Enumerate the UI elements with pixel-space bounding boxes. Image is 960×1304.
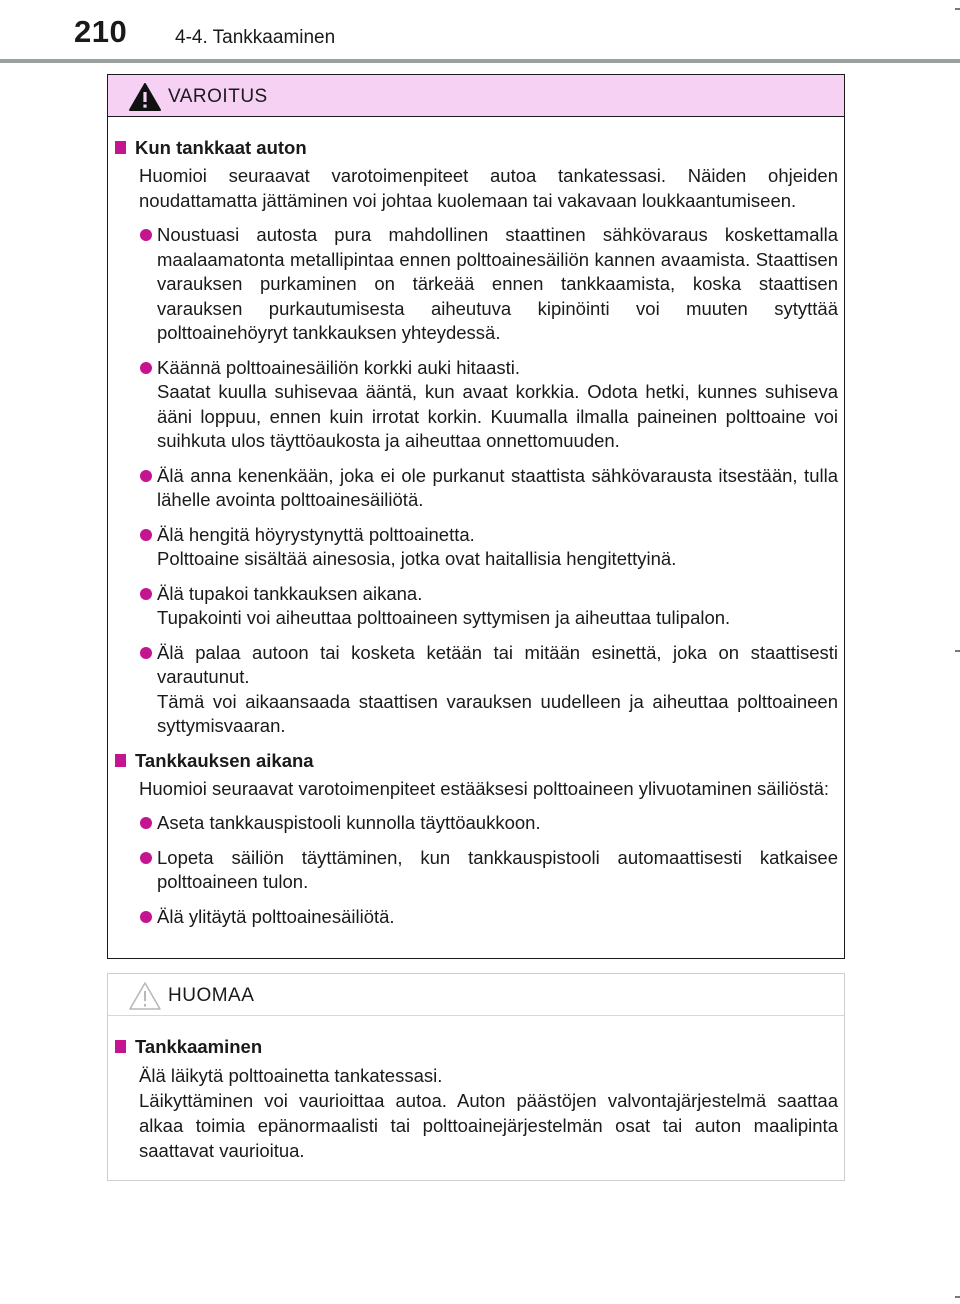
crop-mark bbox=[955, 650, 960, 652]
caution-outline-triangle-icon bbox=[128, 981, 162, 1011]
warning-box bbox=[107, 74, 845, 959]
notice-text bbox=[115, 1063, 838, 1163]
notice-line: Älä läikytä polttoainetta tankatessasi. bbox=[139, 1065, 443, 1086]
page-number: 210 bbox=[74, 14, 128, 49]
bullet-text: Aseta tankkauspistooli kunnolla täyttöaukkoon. bbox=[157, 812, 541, 833]
warning-bullet-item bbox=[115, 464, 838, 513]
warning-subheading: Kun tankkaat auton bbox=[115, 136, 838, 159]
warning-intro: Huomioi seuraavat varotoimenpiteet estääksesi polttoaineen ylivuotaminen säiliöstä: bbox=[139, 777, 830, 799]
warning-bullet-item bbox=[115, 905, 838, 930]
warning-subheading: Tankkauksen aikana bbox=[115, 749, 838, 772]
header-rule bbox=[0, 59, 960, 63]
page-header bbox=[0, 0, 960, 62]
square-bullet-icon bbox=[115, 141, 126, 154]
warning-bullet-item bbox=[115, 846, 838, 895]
warning-bullet-item bbox=[115, 582, 838, 631]
warning-bullet-item bbox=[115, 356, 838, 454]
section-title: 4-4. Tankkaaminen bbox=[175, 27, 336, 48]
notice-body bbox=[108, 1016, 844, 1163]
round-bullet-icon bbox=[140, 588, 152, 600]
bullet-text: Älä anna kenenkään, joka ei ole purkanut staattista sähkövarausta itsestään, tulla lähelle avointa polttoainesäiliötä. bbox=[157, 464, 838, 510]
round-bullet-icon bbox=[140, 852, 152, 864]
notice-line: Läikyttäminen voi vaurioittaa autoa. Auton päästöjen valvontajärjestelmä saattaa alkaa toimia epänormaalisti tai polttoainejärjestelmän osat tai auton maalipinta saattavat vaurioitua. bbox=[139, 1090, 838, 1161]
warning-triangle-icon bbox=[128, 82, 162, 112]
warning-title: VAROITUS bbox=[168, 86, 268, 107]
round-bullet-icon bbox=[140, 911, 152, 923]
round-bullet-icon bbox=[140, 817, 152, 829]
bullet-text: Älä hengitä höyrystynyttä polttoainetta. Polttoaine sisältää ainesosia, jotka ovat haitallisia hengitettyinä. bbox=[157, 523, 677, 569]
square-bullet-icon bbox=[115, 1040, 126, 1053]
warning-bullet-item bbox=[115, 523, 838, 572]
round-bullet-icon bbox=[140, 470, 152, 482]
warning-body bbox=[108, 117, 844, 929]
square-bullet-icon bbox=[115, 754, 126, 767]
notice-box-header bbox=[108, 974, 844, 1016]
bullet-text: Lopeta säiliön täyttäminen, kun tankkauspistooli automaattisesti katkaisee polttoaineen tulon. bbox=[157, 846, 838, 892]
notice-heading: Tankkaaminen bbox=[115, 1035, 838, 1058]
crop-mark bbox=[955, 1296, 960, 1298]
bullet-text: Älä tupakoi tankkauksen aikana. Tupakointi voi aiheuttaa polttoaineen syttymisen ja aiheuttaa tulipalon. bbox=[157, 582, 731, 628]
bullet-text: Noustuasi autosta pura mahdollinen staattinen sähkövaraus koskettamalla maalaamatonta metallipintaa ennen polttoainesäiliön kannen avaamista. Staattisen varauksen purkaminen on tärkeää ennen tankkaamista, koska staattisen varauksen purkautumisesta aiheutuva kipinöinti voi muuten sytyttää polttoainehöyryt tankkauksen yhteydessä. bbox=[157, 224, 838, 343]
round-bullet-icon bbox=[140, 647, 152, 659]
round-bullet-icon bbox=[140, 529, 152, 541]
bullet-text: Käännä polttoainesäiliön korkki auki hitaasti. Saatat kuulla suhisevaa ääntä, kun avaat korkkia. Odota hetki, kunnes suhiseva ääni loppuu, ennen kuin irrotat korkin. Kuumalla ilmalla paineinen polttoaine voi suihkuta ulos täyttöaukosta ja aiheuttaa onnettomuuden. bbox=[157, 356, 838, 451]
warning-bullet-item bbox=[115, 641, 838, 739]
notice-box bbox=[107, 973, 845, 1181]
warning-box-header bbox=[108, 75, 844, 117]
round-bullet-icon bbox=[140, 362, 152, 374]
warning-intro: Huomioi seuraavat varotoimenpiteet autoa tankatessasi. Näiden ohjeiden noudattamatta jättäminen voi johtaa kuolemaan tai vakavaan loukkaantumiseen. bbox=[139, 165, 838, 211]
crop-mark bbox=[955, 8, 960, 10]
notice-title: HUOMAA bbox=[168, 985, 255, 1006]
round-bullet-icon bbox=[140, 229, 152, 241]
warning-bullet-item bbox=[115, 811, 838, 836]
bullet-text: Älä ylitäytä polttoainesäiliötä. bbox=[157, 905, 395, 927]
bullet-text: Älä palaa autoon tai kosketa ketään tai mitään esinettä, joka on staattisesti varautunut. Tämä voi aikaansaada staattisen varauksen uudelleen ja aiheuttaa polttoaineen syttymisvaaran. bbox=[157, 641, 838, 736]
warning-bullet-item bbox=[115, 223, 838, 346]
